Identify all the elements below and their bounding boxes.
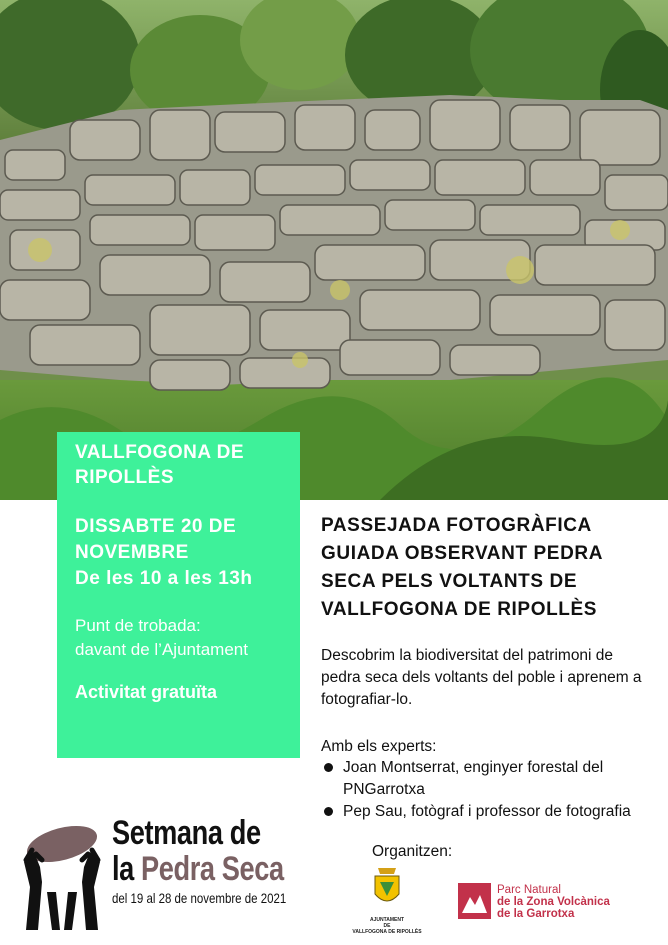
hands-holding-stone-icon	[12, 822, 112, 932]
experts-label: Amb els experts:	[321, 738, 437, 755]
expert-item: Joan Montserrat, enginyer forestal del PNGarrotxa	[321, 757, 661, 801]
event-date	[75, 514, 286, 592]
parc-natural-logo-icon	[458, 883, 491, 919]
event-date-text: DISSABTE 20 DE NOVEMBRE	[75, 516, 237, 563]
event-time: De les 10 a les 13h	[75, 568, 253, 589]
ajuntament-logo	[352, 866, 422, 935]
event-title: PASSEJADA FOTOGRÀFICA GUIADA OBSERVANT PEDRA SECA PELS VOLTANTS DE VALLFOGONA DE RIPOLLÈS	[321, 515, 603, 620]
ajuntament-caption-2: DE	[383, 923, 391, 929]
week-logo-line2-b: Pedra Seca	[141, 850, 284, 888]
parc-line2: de la Zona Volcànica	[497, 896, 610, 908]
expert-item: Pep Sau, fotògraf i professor de fotografia	[321, 801, 661, 823]
week-of-dry-stone-logo	[112, 815, 312, 907]
week-logo-dates: del 19 al 28 de novembre de 2021	[112, 890, 287, 906]
ajuntament-caption-3: VALLFOGONA DE RIPOLLÈS	[352, 929, 422, 935]
parc-line1: Parc Natural	[497, 884, 561, 896]
event-place: VALLFOGONA DE RIPOLLÈS	[75, 442, 245, 488]
meeting-point	[75, 614, 286, 662]
event-price: Activitat gratuïta	[75, 682, 218, 702]
ajuntament-caption-1: AJUNTAMENT	[369, 917, 405, 923]
parc-line3: de la Garrotxa	[497, 908, 575, 920]
week-logo-line2	[112, 850, 284, 888]
event-description: Descobrim la biodiversitat del patrimoni de pedra seca dels voltants del poble i aprenem a fotografiar-lo.	[321, 647, 642, 708]
organizers-label: Organitzen:	[372, 843, 453, 860]
meeting-point-label: Punt de trobada:	[75, 616, 201, 635]
parc-natural-logo	[458, 883, 658, 919]
week-logo-line1: Setmana de	[112, 814, 261, 852]
week-logo-line2-a: la	[112, 850, 142, 888]
municipal-shield-icon	[372, 866, 402, 910]
event-info-box	[57, 432, 300, 758]
meeting-point-place: davant de l’Ajuntament	[75, 640, 248, 659]
ajuntament-caption	[352, 917, 422, 935]
experts-list	[321, 757, 661, 823]
